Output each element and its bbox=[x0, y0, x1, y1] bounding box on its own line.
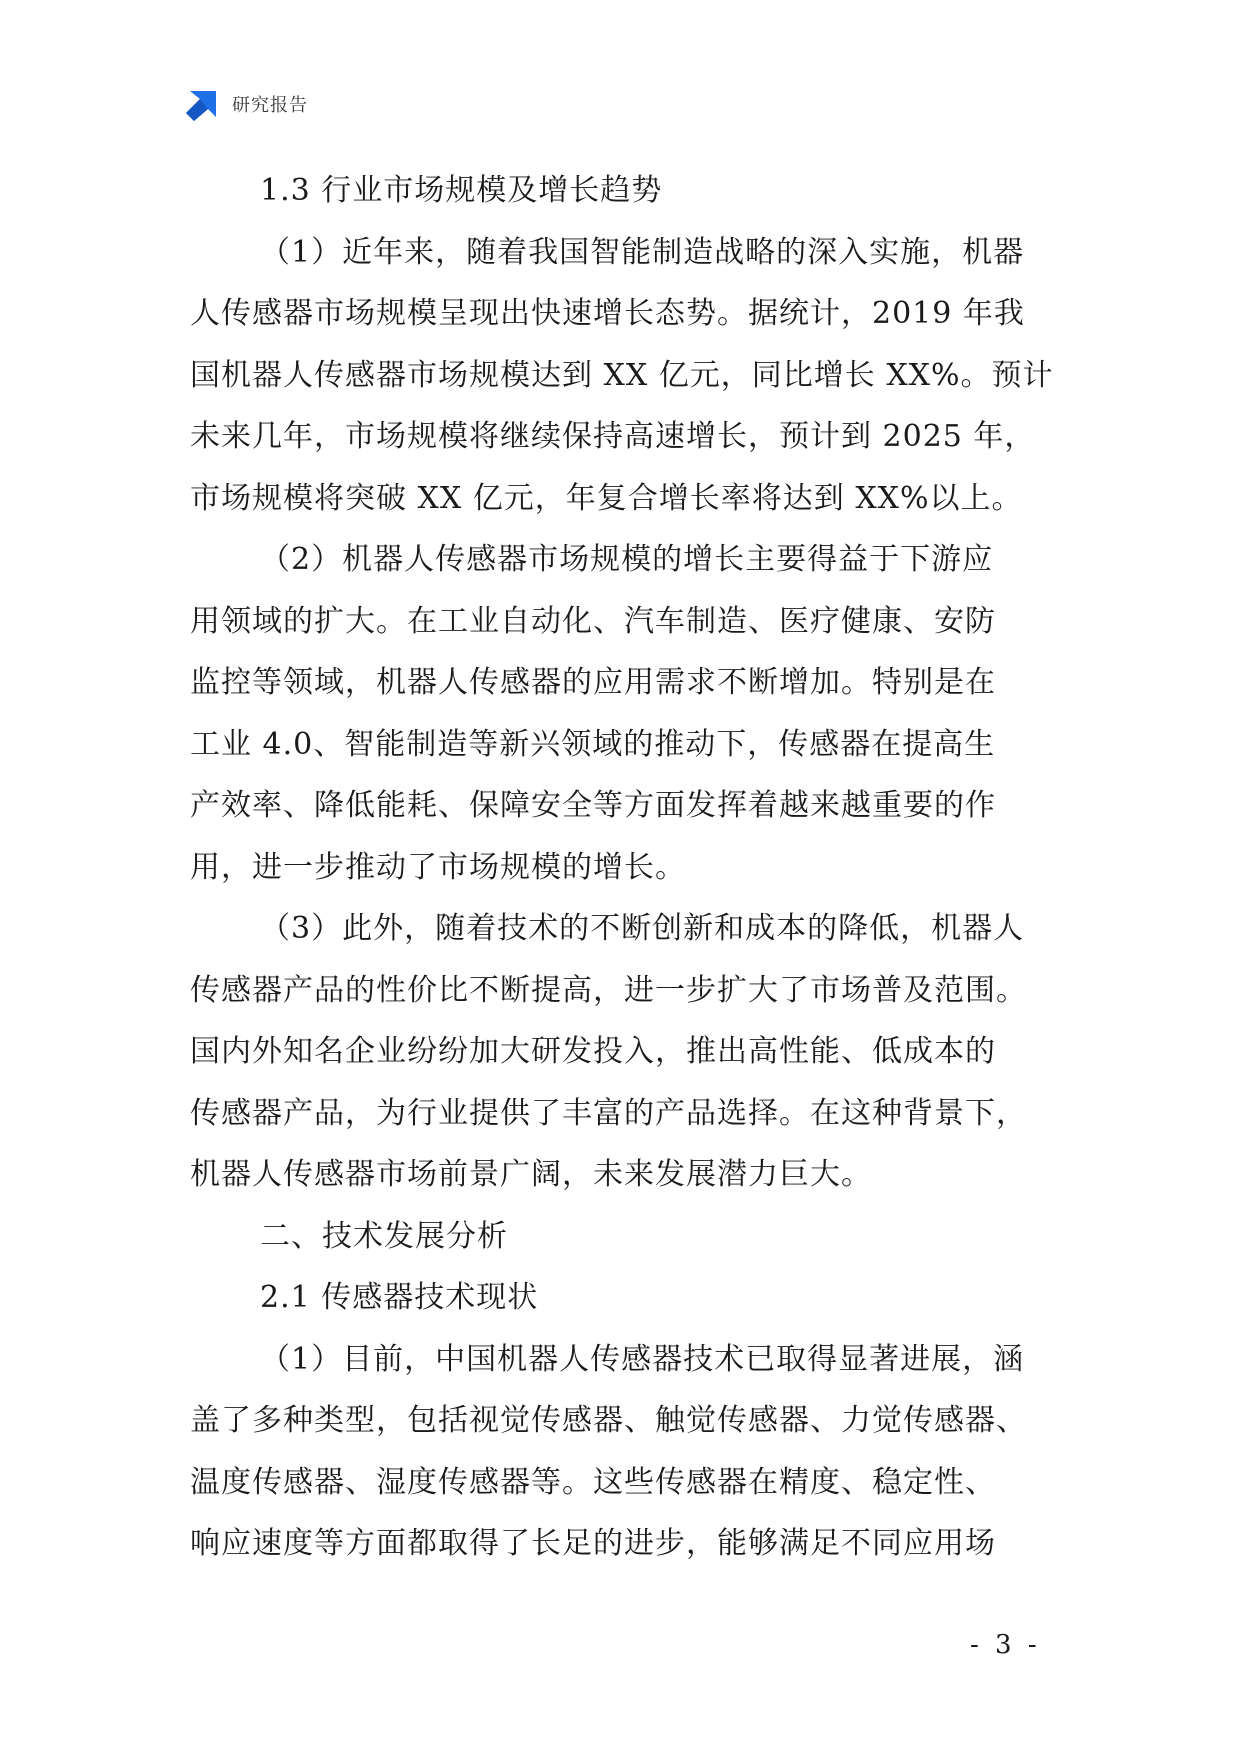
arrow-up-right-icon bbox=[186, 87, 220, 121]
paragraph-line: 传感器产品，为行业提供了丰富的产品选择。在这种背景下， bbox=[190, 1095, 1027, 1131]
paragraph-line: （1）近年来，随着我国智能制造战略的深入实施，机器 bbox=[260, 234, 1025, 270]
paragraph-line: 产效率、降低能耗、保障安全等方面发挥着越来越重要的作 bbox=[190, 788, 996, 823]
page-number: - 3 - bbox=[970, 1630, 1041, 1660]
document-body bbox=[190, 160, 1054, 1575]
report-header-title: 研究报告 bbox=[232, 95, 308, 116]
paragraph-line: （2）机器人传感器市场规模的增长主要得益于下游应 bbox=[260, 542, 994, 577]
section-heading: 2.1 传感器技术现状 bbox=[260, 1280, 539, 1315]
paragraph-line: 用，进一步推动了市场规模的增长。 bbox=[190, 849, 686, 885]
paragraph-line: 机器人传感器市场前景广阔，未来发展潜力巨大。 bbox=[190, 1157, 872, 1192]
paragraph-line: 监控等领域，机器人传感器的应用需求不断增加。特别是在 bbox=[190, 665, 996, 700]
paragraph-line: 未来几年，市场规模将继续保持高速增长，预计到 2025 年， bbox=[190, 419, 1036, 454]
report-header bbox=[186, 86, 308, 122]
paragraph-line: 国机器人传感器市场规模达到 XX 亿元，同比增长 XX%。预计 bbox=[190, 357, 1054, 393]
paragraph-line: 用领域的扩大。在工业自动化、汽车制造、医疗健康、安防 bbox=[190, 603, 996, 639]
paragraph-line: 盖了多种类型，包括视觉传感器、触觉传感器、力觉传感器、 bbox=[190, 1403, 1027, 1438]
paragraph-line: 工业 4.0、智能制造等新兴领域的推动下，传感器在提高生 bbox=[190, 726, 996, 762]
paragraph-line: 国内外知名企业纷纷加大研发投入，推出高性能、低成本的 bbox=[190, 1034, 996, 1069]
paragraph-line: 温度传感器、湿度传感器等。这些传感器在精度、稳定性、 bbox=[190, 1464, 996, 1500]
paragraph-line: 响应速度等方面都取得了长足的进步，能够满足不同应用场 bbox=[190, 1526, 996, 1561]
paragraph-line: 传感器产品的性价比不断提高，进一步扩大了市场普及范围。 bbox=[190, 972, 1027, 1008]
section-heading: 1.3 行业市场规模及增长趋势 bbox=[260, 173, 663, 208]
paragraph-line: （1）目前，中国机器人传感器技术已取得显著进展，涵 bbox=[260, 1341, 1025, 1377]
chapter-heading: 二、技术发展分析 bbox=[260, 1218, 508, 1254]
paragraph-line: （3）此外，随着技术的不断创新和成本的降低，机器人 bbox=[260, 911, 1025, 946]
paragraph-line: 人传感器市场规模呈现出快速增长态势。据统计，2019 年我 bbox=[190, 296, 1025, 331]
paragraph-line: 市场规模将突破 XX 亿元，年复合增长率将达到 XX%以上。 bbox=[190, 480, 1023, 516]
